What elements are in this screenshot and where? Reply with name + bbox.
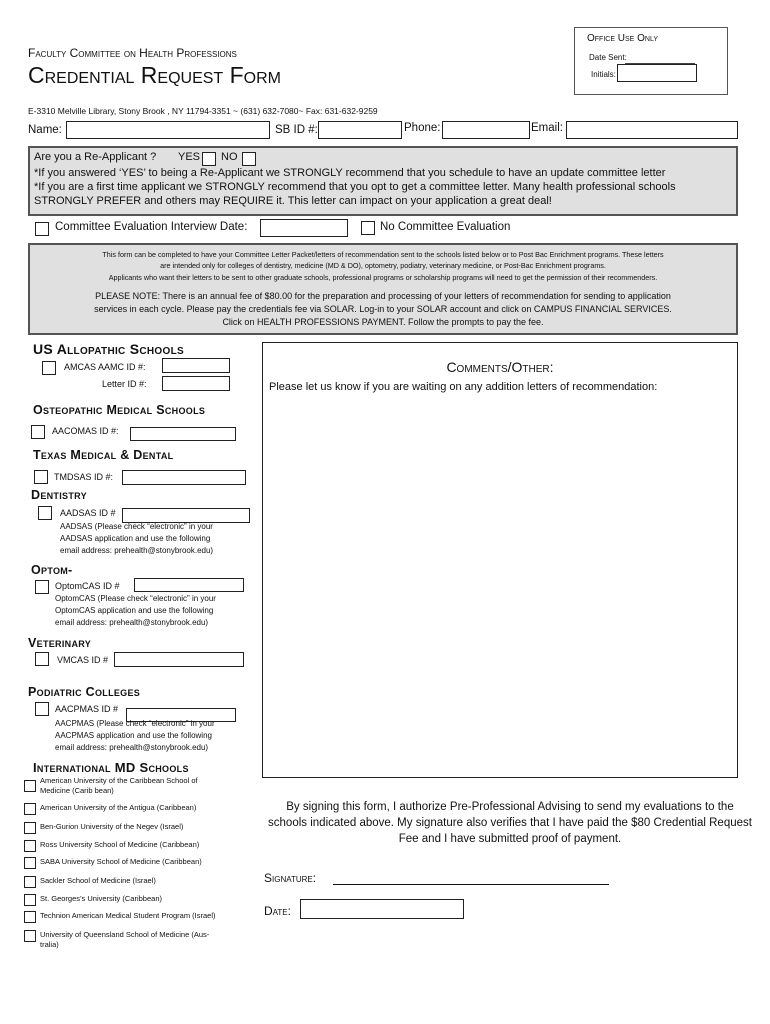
fee-note-3: Click on HEALTH PROFESSIONS PAYMENT. Follow the prompts to pay the fee. <box>222 317 544 327</box>
aacpmas-checkbox[interactable] <box>35 702 49 716</box>
phone-field[interactable] <box>442 121 530 139</box>
office-use-title: Office Use Only <box>587 33 658 44</box>
form-subtitle: Faculty Committee on Health Professions <box>28 46 237 60</box>
intl-school-antigua: American University of the Antigua (Caribbean) <box>40 803 197 812</box>
optom-heading: Optom- <box>31 563 73 577</box>
optomcas-label: OptomCAS ID # <box>55 581 120 591</box>
comments-box[interactable] <box>262 342 738 778</box>
intl-school-auc-1: American University of the Caribbean School of <box>40 776 198 785</box>
intl-checkbox-ben-gurion[interactable] <box>24 822 36 834</box>
signature-line[interactable] <box>333 883 609 885</box>
yes-checkbox[interactable] <box>202 152 216 166</box>
intl-checkbox-auc[interactable] <box>24 780 36 792</box>
intl-school-queensland-1: University of Queensland School of Medicine (Aus- <box>40 930 210 939</box>
intl-checkbox-antigua[interactable] <box>24 803 36 815</box>
vmcas-id-field[interactable] <box>114 652 244 667</box>
intl-school-queensland-2: tralia) <box>40 940 59 949</box>
name-field[interactable] <box>66 121 270 139</box>
reapplicant-note-1: *If you answered ‘YES’ to being a Re-Applicant we STRONGLY recommend that you schedule to have an update committee letter <box>34 167 666 179</box>
no-label: NO <box>221 151 238 163</box>
notice-box <box>28 243 738 335</box>
podiatric-heading: Podiatric Colleges <box>28 685 141 699</box>
notice-line-1: This form can be completed to have your Committee Letter Packet/letters of recommendation sent to the schools listed below or to Post Bac Enrichment programs. These letters <box>102 250 664 259</box>
signature-label: Signature: <box>264 871 317 885</box>
sbid-label: SB ID #: <box>275 124 318 136</box>
amcas-checkbox[interactable] <box>42 361 56 375</box>
authorization-line-2: schools indicated above. My signature also verifies that I have paid the $80 Credential Request <box>268 817 752 829</box>
reapplicant-question: Are you a Re-Applicant ? <box>34 151 157 163</box>
vmcas-checkbox[interactable] <box>35 652 49 666</box>
aacpmas-note-3: email address: prehealth@stonybrook.edu) <box>55 743 209 752</box>
letter-id-field[interactable] <box>162 376 230 391</box>
aacpmas-note-2: AACPMAS application and use the following <box>55 731 212 740</box>
yes-label: YES <box>178 151 201 163</box>
interview-date-field[interactable] <box>260 219 348 237</box>
fee-note-2: services in each cycle. Please pay the credentials fee via SOLAR. Log-in to your SOLAR account and click on CAMPUS FINANCIAL SERVICES. <box>94 304 672 314</box>
email-label: Email: <box>531 122 563 134</box>
reapplicant-note-2: *If you are a first time applicant we STRONGLY recommend that you opt to get a committee letter. Many health professional schools <box>34 181 676 193</box>
intl-school-ross: Ross University School of Medicine (Caribbean) <box>40 840 200 849</box>
intl-school-st-georges: St. Georges’s University (Caribbean) <box>40 894 162 903</box>
intl-checkbox-sackler[interactable] <box>24 876 36 888</box>
intl-school-auc-2: Medicine (Carib bean) <box>40 786 114 795</box>
dentistry-heading: Dentistry <box>31 488 87 502</box>
intl-checkbox-technion[interactable] <box>24 911 36 923</box>
international-heading: International MD Schools <box>33 760 189 775</box>
optom-note-2: OptomCAS application and use the following <box>55 606 214 615</box>
no-evaluation-checkbox[interactable] <box>361 221 375 235</box>
reapplicant-box <box>28 146 738 216</box>
date-label: Date: <box>264 904 291 918</box>
veterinary-heading: Veterinary <box>28 636 92 650</box>
committee-evaluation-label: Committee Evaluation Interview Date: <box>55 221 248 233</box>
tmdsas-checkbox[interactable] <box>34 470 48 484</box>
aadsas-checkbox[interactable] <box>38 506 52 520</box>
aadsas-note-3: email address: prehealth@stonybrook.edu) <box>60 546 214 555</box>
texas-heading: Texas Medical & Dental <box>33 448 174 462</box>
reapplicant-note-3: STRONGLY PREFER and others may REQUIRE it. This letter can impact on your application a great deal! <box>34 195 552 207</box>
initials-label: Initials: <box>591 70 616 79</box>
aadsas-note-1: AADSAS (Please check “electronic” in your <box>60 522 213 531</box>
letter-id-label: Letter ID #: <box>102 379 147 389</box>
amcas-id-field[interactable] <box>162 358 230 373</box>
phone-label: Phone: <box>404 122 441 134</box>
notice-line-2: are intended only for colleges of dentistry, medicine (MD & DO), optometry, podiatry, veterinary medicine, or Post-Bac Enrichment programs. <box>160 261 606 270</box>
aacpmas-label: AACPMAS ID # <box>55 704 119 714</box>
initials-field[interactable] <box>617 64 697 82</box>
comments-title: Comments/Other: <box>446 359 554 375</box>
intl-school-ben-gurion: Ben-Gurion University of the Negev (Israel) <box>40 822 184 831</box>
optomcas-checkbox[interactable] <box>35 580 49 594</box>
tmdsas-id-field[interactable] <box>122 470 246 485</box>
us-allopathic-heading: US Allopathic Schools <box>33 341 184 357</box>
aacomas-checkbox[interactable] <box>31 425 45 439</box>
intl-school-sackler: Sackler School of Medicine (Israel) <box>40 876 156 885</box>
date-field[interactable] <box>300 899 464 919</box>
aacpmas-note-1: AACPMAS (Please check “electronic” in your <box>55 719 215 728</box>
date-sent-label: Date Sent: <box>589 53 627 62</box>
aadsas-note-2: AADSAS application and use the following <box>60 534 211 543</box>
aadsas-label: AADSAS ID # <box>60 508 116 518</box>
optom-note-1: OptomCAS (Please check “electronic” in your <box>55 594 216 603</box>
address-line: E-3310 Melville Library, Stony Brook , NY 11794-3351 ~ (631) 632-7080~ Fax: 631-632-9259 <box>28 106 378 116</box>
aacomas-label: AACOMAS ID #: <box>52 426 119 436</box>
email-field[interactable] <box>566 121 738 139</box>
tmdsas-label: TMDSAS ID #: <box>54 472 114 482</box>
committee-evaluation-checkbox[interactable] <box>35 222 49 236</box>
intl-checkbox-st-georges[interactable] <box>24 894 36 906</box>
authorization-line-1: By signing this form, I authorize Pre-Professional Advising to send my evaluations to the <box>286 801 734 813</box>
amcas-label: AMCAS AAMC ID #: <box>64 362 146 372</box>
notice-line-3: Applicants who want their letters to be sent to other graduate schools, professional programs or scholarship programs will need to get the permission of their recommenders. <box>108 273 658 282</box>
intl-school-saba: SABA University School of Medicine (Caribbean) <box>40 857 202 866</box>
intl-checkbox-saba[interactable] <box>24 857 36 869</box>
intl-checkbox-ross[interactable] <box>24 840 36 852</box>
intl-checkbox-queensland[interactable] <box>24 930 36 942</box>
optomcas-id-field[interactable] <box>134 578 244 592</box>
osteopathic-heading: Osteopathic Medical Schools <box>33 403 206 417</box>
vmcas-label: VMCAS ID # <box>57 655 109 665</box>
comments-prompt: Please let us know if you are waiting on any addition letters of recommendation: <box>269 381 658 393</box>
aacomas-id-field[interactable] <box>130 427 236 441</box>
page-title: Credential Request Form <box>28 62 281 88</box>
no-evaluation-label: No Committee Evaluation <box>380 221 511 233</box>
sbid-field[interactable] <box>318 121 402 139</box>
name-label: Name: <box>28 124 62 136</box>
office-use-box <box>574 27 728 95</box>
intl-school-technion: Technion American Medical Student Program (Israel) <box>40 911 216 920</box>
no-checkbox[interactable] <box>242 152 256 166</box>
aadsas-id-field[interactable] <box>122 508 250 523</box>
optom-note-3: email address: prehealth@stonybrook.edu) <box>55 618 209 627</box>
authorization-line-3: Fee and I have submitted proof of payment. <box>398 833 622 845</box>
fee-note-1: PLEASE NOTE: There is an annual fee of $80.00 for the preparation and processing of your letters of recommendation for sending to application <box>95 291 671 301</box>
